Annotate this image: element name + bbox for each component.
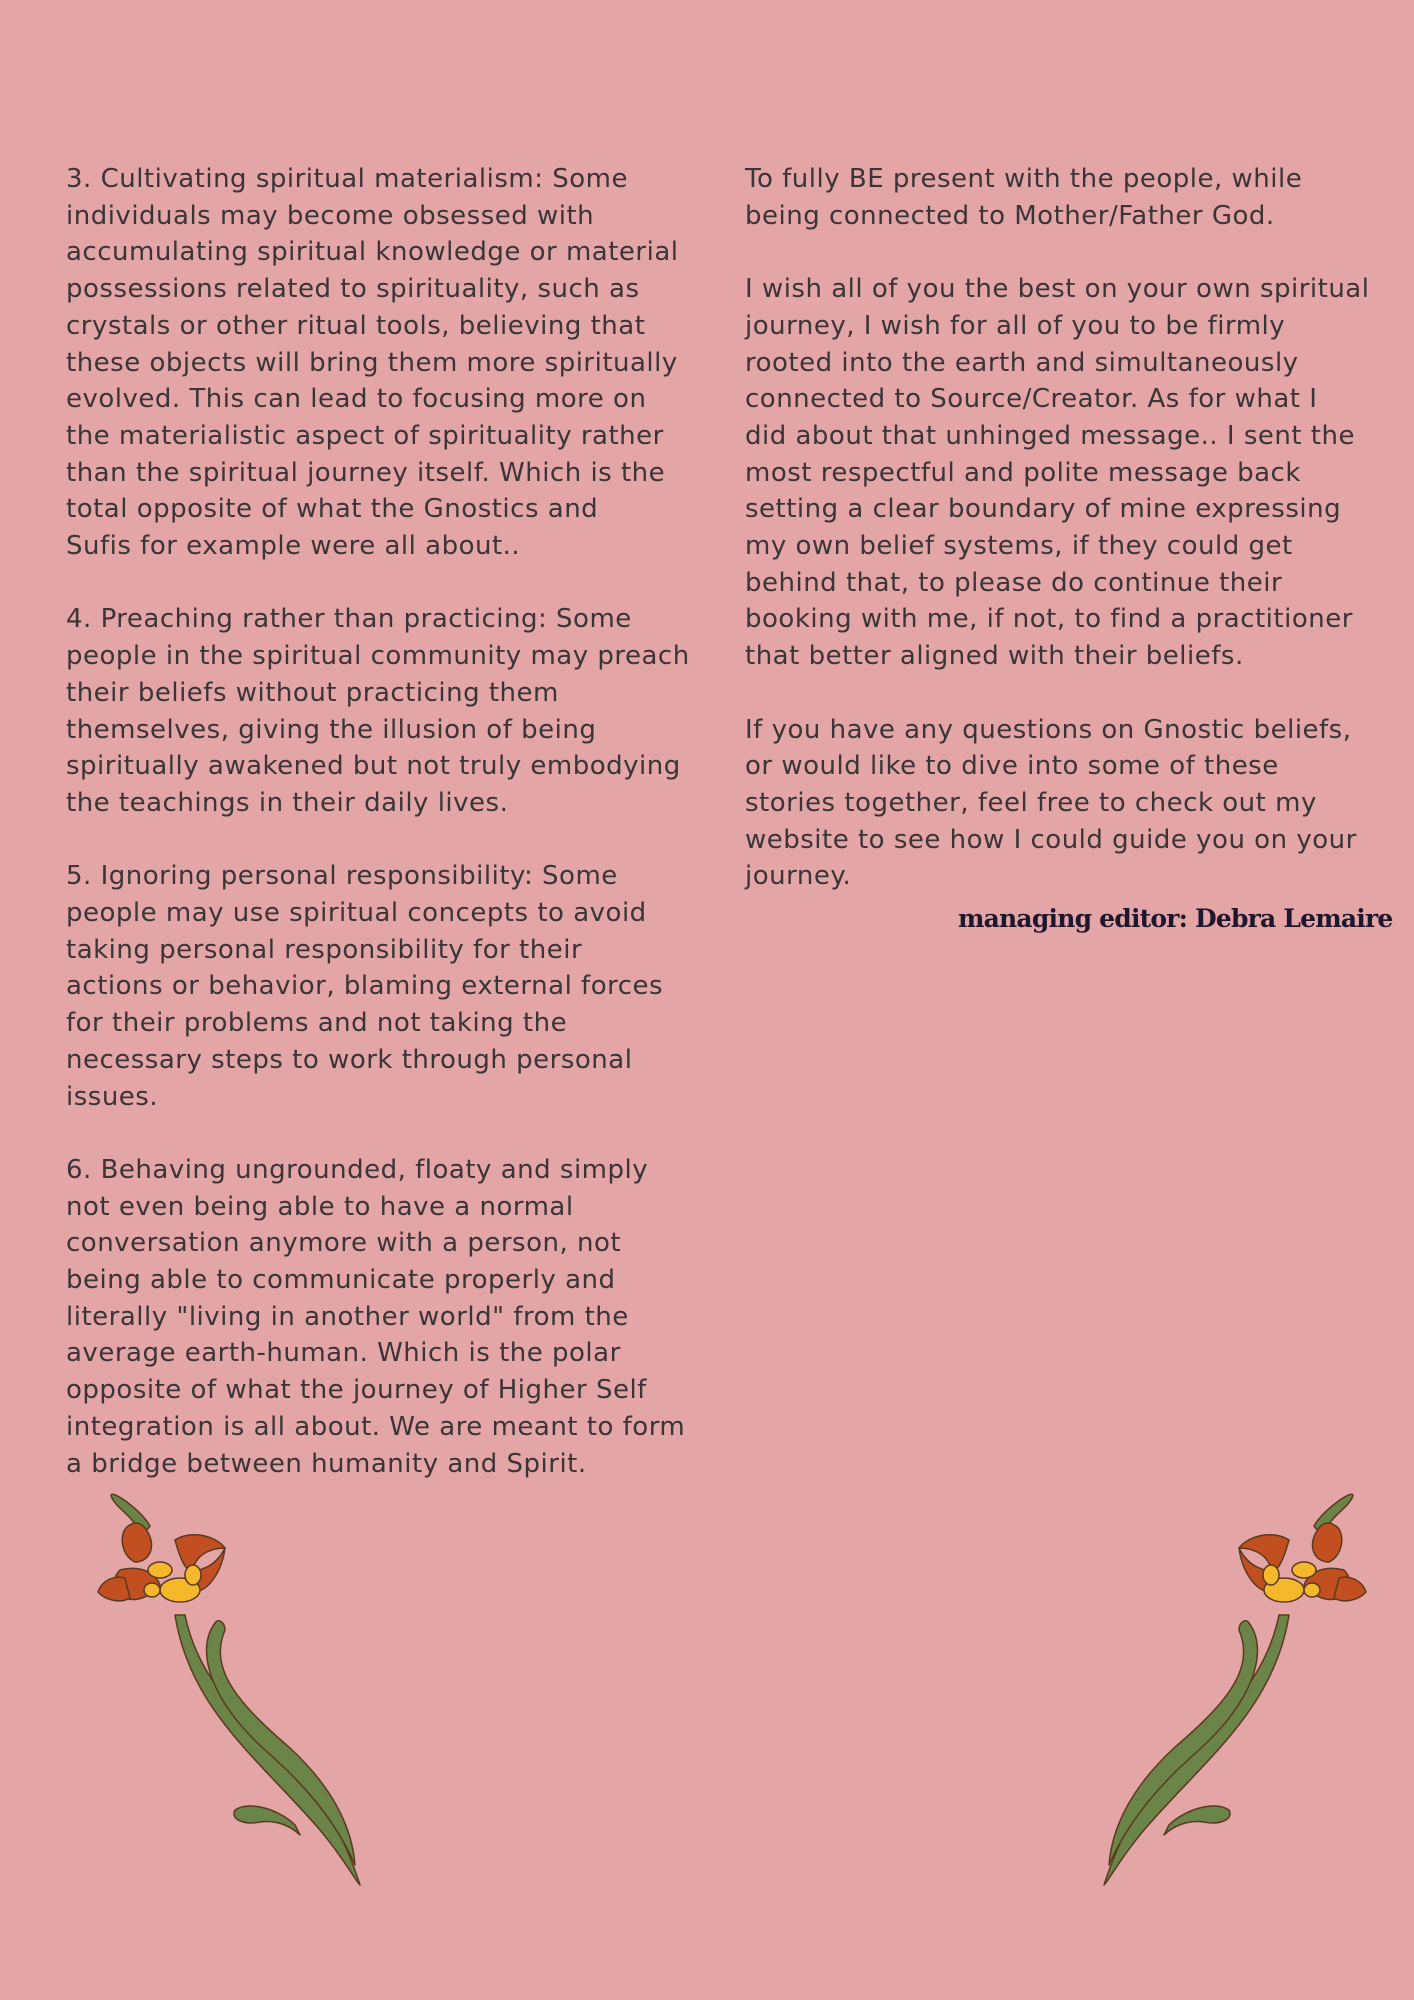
- paragraph-4-preaching-vs-practicing: 4. Preaching rather than practicing: Some people in the spiritual community may preach their beliefs without practicing them themselves, giving the illusion of being spiritually awakened but not truly embodying the teachings in their daily lives.: [66, 604, 690, 818]
- flower-ornament-icon: [90, 1480, 410, 1900]
- managing-editor-credit: managing editor: Debra Lemaire: [958, 904, 1393, 933]
- paragraph-contact: If you have any questions on Gnostic beliefs, or would like to dive into some of these stories together, feel free to check out my website to see how I could guide you on your journey.: [745, 714, 1357, 892]
- paragraph-wishes: I wish all of you the best on your own spiritual journey, I wish for all of you to be firmly rooted into the earth and simultaneously connected to Source/Creator. As for what I did about that unhinged message.. I sent the most respectful and polite message back setting a clear boundary of mine expressing my own belief systems, if they could get behind that, to please do continue their booking with me, if not, to find a practitioner that better aligned with their beliefs.: [745, 274, 1370, 672]
- paragraph-be-present: To fully BE present with the people, while being connected to Mother/Father God.: [745, 164, 1303, 231]
- paragraph-6-ungrounded: 6. Behaving ungrounded, floaty and simply not even being able to have a normal conversation anymore with a person, not being able to communicate properly and literally "living in another world" from the average earth-human. Which is the polar opposite of what the journey of Higher Self integration is all about. We are meant to form a bridge between humanity and Spirit.: [66, 1154, 686, 1479]
- flower-ornament-icon: [1054, 1480, 1374, 1900]
- paragraph-5-personal-responsibility: 5. Ignoring personal responsibility: Some people may use spiritual concepts to avoid taking personal responsibility for their actions or behavior, blaming external forces for their problems and not taking the necessary steps to work through personal issues.: [66, 861, 664, 1112]
- paragraph-3-spiritual-materialism: 3. Cultivating spiritual materialism: Some individuals may become obsessed with accumulating spiritual knowledge or material possessions related to spirituality, such as crystals or other ritual tools, believing that these objects will bring them more spiritually evolved. This can lead to focusing more on the materialistic aspect of spirituality rather than the spiritual journey itself. Which is the total opposite of what the Gnostics and Sufis for example were all about..: [66, 164, 679, 562]
- right-column: [745, 161, 1385, 932]
- left-column: [66, 161, 706, 1519]
